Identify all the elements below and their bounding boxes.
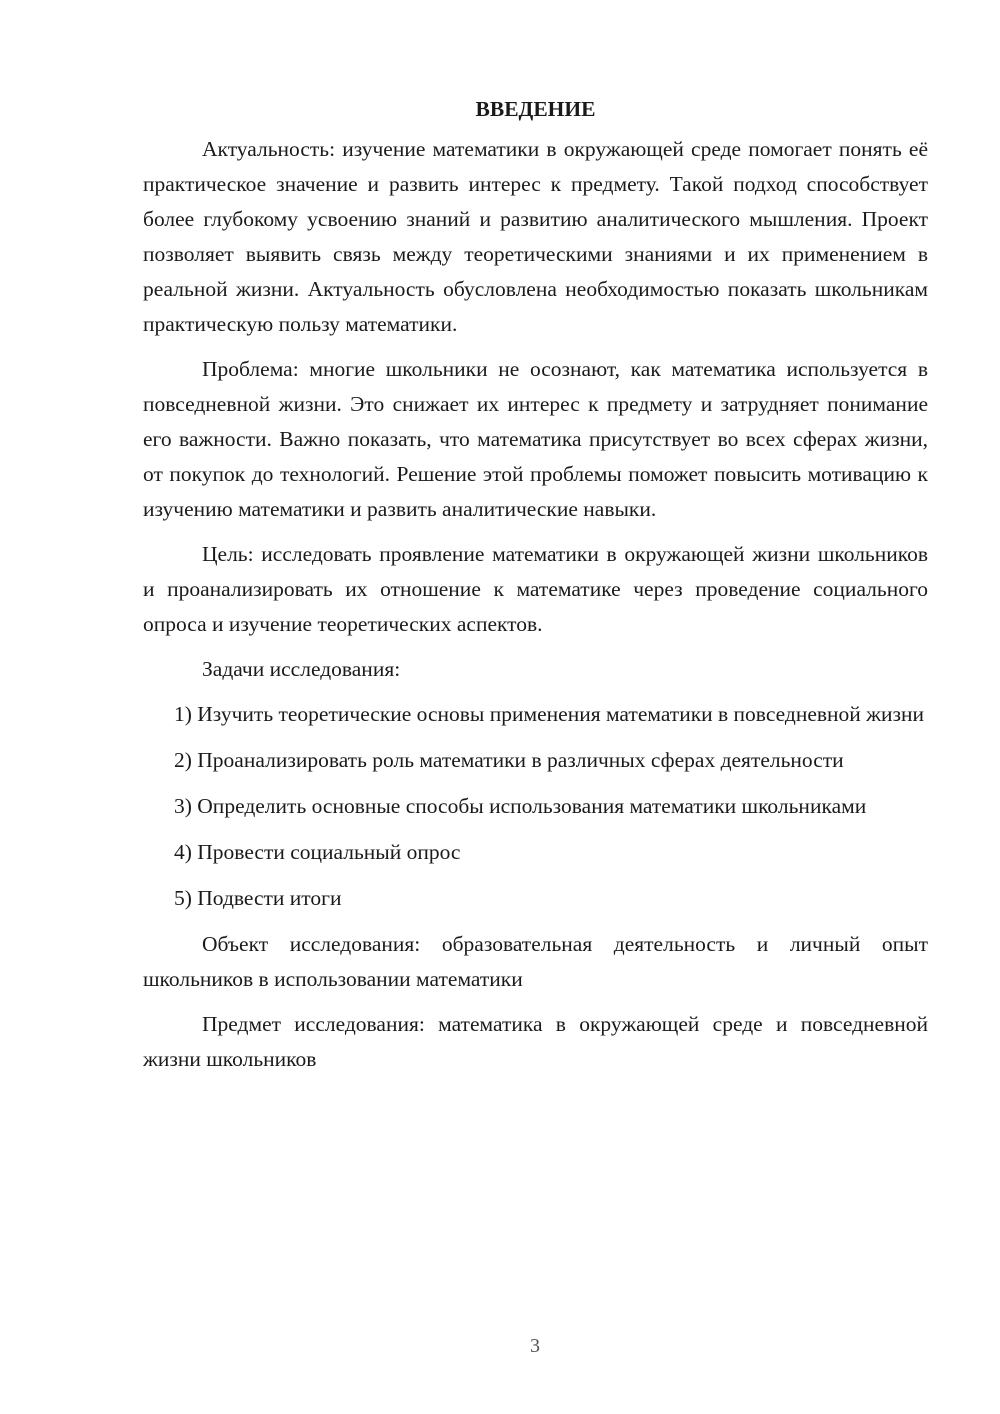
task-item-5: 5) Подвести итоги bbox=[174, 886, 342, 910]
problem-paragraph: Проблема: многие школьники не осознают, как математика используется в повседневной жизни. Это снижает их интерес к предмету и затрудняет понимание его важности. Важно показать, что математика присутствует во всех сферах жизни, от покупок до технологий. Решение этой проблемы поможет повысить мотивацию к изучению математики и развить аналитические навыки. bbox=[143, 357, 928, 521]
relevance-paragraph: Актуальность: изучение математики в окружающей среде помогает понять её практическое значение и развить интерес к предмету. Такой подход способствует более глубокому усвоению знаний и развитию аналитического мышления. Проект позволяет выявить связь между теоретическими знаниями и их применением в реальной жизни. Актуальность обусловлена необходимостью показать школьникам практическую пользу математики. bbox=[143, 137, 928, 336]
page-title: ВВЕДЕНИЕ bbox=[475, 97, 596, 121]
task-item-1: 1) Изучить теоретические основы применения математики в повседневной жизни bbox=[174, 702, 925, 726]
task-item-4: 4) Провести социальный опрос bbox=[174, 840, 461, 864]
page-content bbox=[143, 92, 928, 1087]
goal-paragraph: Цель: исследовать проявление математики в окружающей жизни школьников и проанализировать их отношение к математике через проведение социального опроса и изучение теоретических аспектов. bbox=[143, 542, 928, 636]
page-number: 3 bbox=[530, 1335, 540, 1357]
tasks-heading: Задачи исследования: bbox=[202, 657, 401, 681]
task-item-3: 3) Определить основные способы использования математики школьниками bbox=[174, 794, 867, 818]
object-paragraph: Объект исследования: образовательная деятельность и личный опыт школьников в использовании математики bbox=[143, 932, 928, 991]
task-item-2: 2) Проанализировать роль математики в различных сферах деятельности bbox=[174, 748, 844, 772]
subject-paragraph: Предмет исследования: математика в окружающей среде и повседневной жизни школьников bbox=[143, 1012, 928, 1071]
